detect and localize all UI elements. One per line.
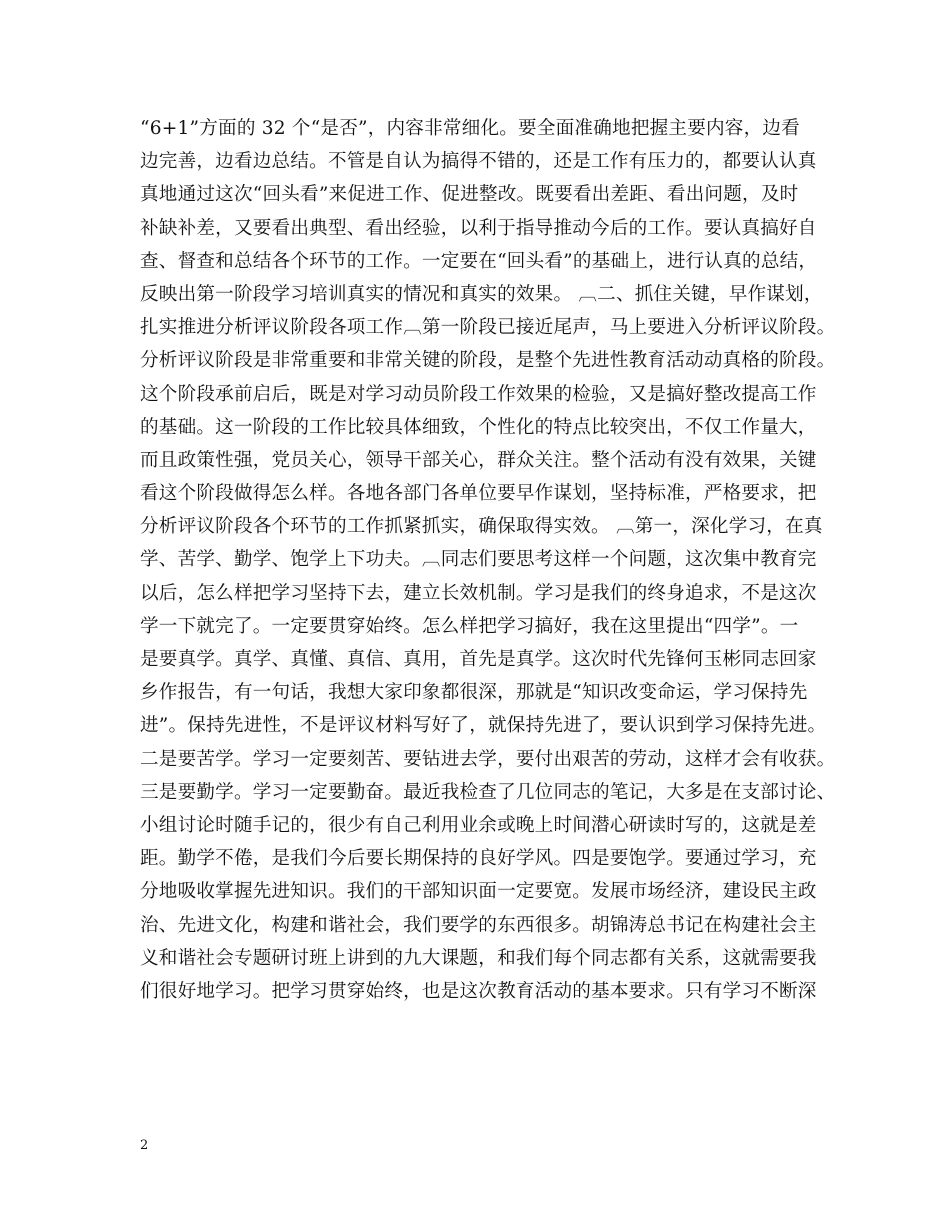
- text-line: 进”。保持先进性，不是评议材料写好了，就保持先进了，要认识到学习保持先进。: [140, 715, 827, 737]
- text-line: 这个阶段承前启后，既是对学习动员阶段工作效果的检验，又是搞好整改提高工作: [140, 383, 817, 405]
- text-line: 是要真学。真学、真懂、真信、真用，首先是真学。这次时代先锋何玉彬同志回家: [140, 649, 817, 670]
- text-line: 们很好地学习。把学习贯穿始终，也是这次教育活动的基本要求。只有学习不断深: [140, 980, 817, 1002]
- text-line: 补缺补差，又要看出典型、看出经验，以利于指导推动今后的工作。要认真搞好自: [140, 217, 817, 239]
- text-line: 二是要苦学。学习一定要刻苦、要钻进去学，要付出艰苦的劳动，这样才会有收获。: [140, 748, 836, 770]
- text-line: 分析评议阶段是非常重要和非常关键的阶段，是整个先进性教育活动动真格的阶段。: [140, 350, 836, 372]
- body-text: [140, 112, 836, 1008]
- text-line: 扎实推进分析评议阶段各项工作︹第一阶段已接近尾声，马上要进入分析评议阶段。: [140, 317, 836, 339]
- text-line: 反映出第一阶段学习培训真实的情况和真实的效果。 ︹二、抓住关键，早作谋划，: [140, 283, 823, 305]
- text-line: 乡作报告，有一句话，我想大家印象都很深，那就是“知识改变命运，学习保持先: [140, 682, 808, 704]
- text-line: 分地吸收掌握先进知识。我们的干部知识面一定要宽。发展市场经济，建设民主政: [140, 881, 817, 903]
- text-line: 真地通过这次“回头看”来促进工作、促进整改。既要看出差距、看出问题，及时: [140, 184, 799, 206]
- text-line: 以后，怎么样把学习坚持下去，建立长效机制。学习是我们的终身追求，不是这次: [140, 582, 817, 604]
- text-line: 而且政策性强，党员关心，领导干部关心，群众关注。整个活动有没有效果，关键: [140, 449, 817, 471]
- text-line: 查、督查和总结各个环节的工作。一定要在“回头看”的基础上，进行认真的总结，: [140, 250, 818, 272]
- text-line: 的基础。这一阶段的工作比较具体细致，个性化的特点比较突出，不仅工作量大，: [140, 416, 817, 438]
- text-line: 看这个阶段做得怎么样。各地各部门各单位要早作谋划，坚持标准，严格要求，把: [140, 483, 817, 505]
- text-line: “6+1”方面的 32 个“是否”，内容非常细化。要全面准确地把握主要内容，边看: [140, 118, 800, 139]
- text-line: 边完善，边看边总结。不管是自认为搞得不错的，还是工作有压力的，都要认认真: [140, 151, 817, 173]
- text-line: 三是要勤学。学习一定要勤奋。最近我检查了几位同志的笔记，大多是在支部讨论、: [140, 781, 836, 803]
- text-line: 分析评议阶段各个环节的工作抓紧抓实，确保取得实效。 ︹第一，深化学习，在真: [140, 516, 823, 538]
- page-number: 2: [140, 1138, 149, 1153]
- text-line: 治、先进文化，构建和谐社会，我们要学的东西很多。胡锦涛总书记在构建社会主: [140, 914, 817, 936]
- text-line: 义和谐社会专题研讨班上讲到的九大课题，和我们每个同志都有关系，这就需要我: [140, 947, 817, 969]
- text-line: 距。勤学不倦，是我们今后要长期保持的良好学风。四是要饱学。要通过学习，充: [140, 848, 817, 870]
- text-line: 小组讨论时随手记的，很少有自己利用业余或晚上时间潜心研读时写的，这就是差: [140, 814, 817, 836]
- text-line: 学、苦学、勤学、饱学上下功夫。︹同志们要思考这样一个问题，这次集中教育完: [140, 549, 817, 571]
- text-line: 学一下就完了。一定要贯穿始终。怎么样把学习搞好，我在这里提出“四学”。一: [140, 615, 799, 637]
